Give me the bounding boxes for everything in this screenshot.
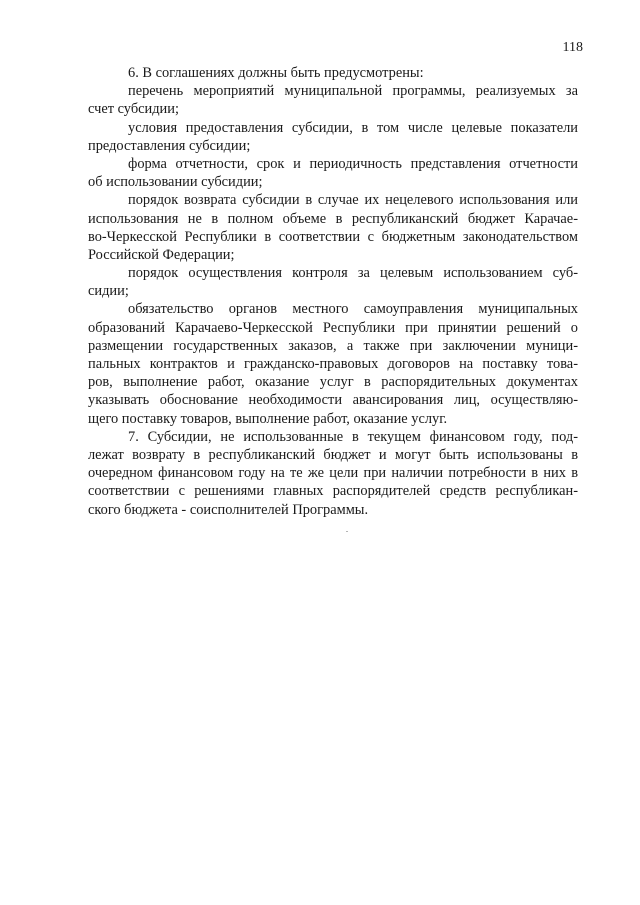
text-line: использования не в полном объеме в республиканский бюджет Карачае- <box>88 210 578 227</box>
paragraph <box>88 428 578 519</box>
paragraph <box>88 119 578 155</box>
text-line: щего поставку товаров, выполнение работ, оказание услуг. <box>88 410 448 427</box>
paragraph <box>88 82 578 118</box>
text-line: 7. Субсидии, не использованные в текущем финансовом году, под- <box>128 428 578 445</box>
paragraph <box>88 155 578 191</box>
text-line: обязательство органов местного самоуправления муниципальных <box>128 301 578 318</box>
text-line: об использовании субсидии; <box>88 174 263 191</box>
text-line: ского бюджета - соисполнителей Программы. <box>88 501 369 518</box>
text-line: порядок возврата субсидии в случае их нецелевого использования или <box>128 192 578 209</box>
page-number: 118 <box>562 40 583 55</box>
text-line: размещении государственных заказов, а также при заключении муници- <box>88 337 578 354</box>
paragraph <box>88 191 578 264</box>
text-line: перечень мероприятий муниципальной программы, реализуемых за <box>128 83 578 100</box>
document-body <box>88 64 578 519</box>
paragraph <box>88 300 578 427</box>
scan-speck <box>346 531 348 532</box>
text-line: пальных контрактов и гражданско-правовых договоров на поставку това- <box>88 356 578 372</box>
text-line: счет субсидии; <box>88 101 179 118</box>
text-line: 6. В соглашениях должны быть предусмотрены: <box>128 65 424 81</box>
text-line: соответствии с решениями главных распорядителей средств республикан- <box>88 483 578 500</box>
paragraph <box>88 264 578 300</box>
text-line: указывать обоснование необходимости авансирования лиц, осуществляю- <box>88 392 578 409</box>
text-line: сидии; <box>88 283 129 300</box>
text-line: во-Черкесской Республики в соответствии с бюджетным законодательством <box>88 228 578 245</box>
text-line: условия предоставления субсидии, в том числе целевые показатели <box>128 119 578 136</box>
text-line: ров, выполнение работ, оказание услуг в распорядительных документах <box>88 374 578 391</box>
text-line: очередном финансовом году на те же цели при наличии потребности в них в <box>88 465 578 482</box>
paragraph <box>88 64 578 82</box>
text-line: образований Карачаево-Черкесской Республики при принятии решений о <box>88 319 578 336</box>
text-line: предоставления субсидии; <box>88 137 251 154</box>
text-line: Российской Федерации; <box>88 246 235 263</box>
text-line: лежат возврату в республиканский бюджет и могут быть использованы в <box>88 446 578 463</box>
text-line: порядок осуществления контроля за целевым использованием суб- <box>128 265 578 282</box>
text-line: форма отчетности, срок и периодичность представления отчетности <box>128 155 578 172</box>
